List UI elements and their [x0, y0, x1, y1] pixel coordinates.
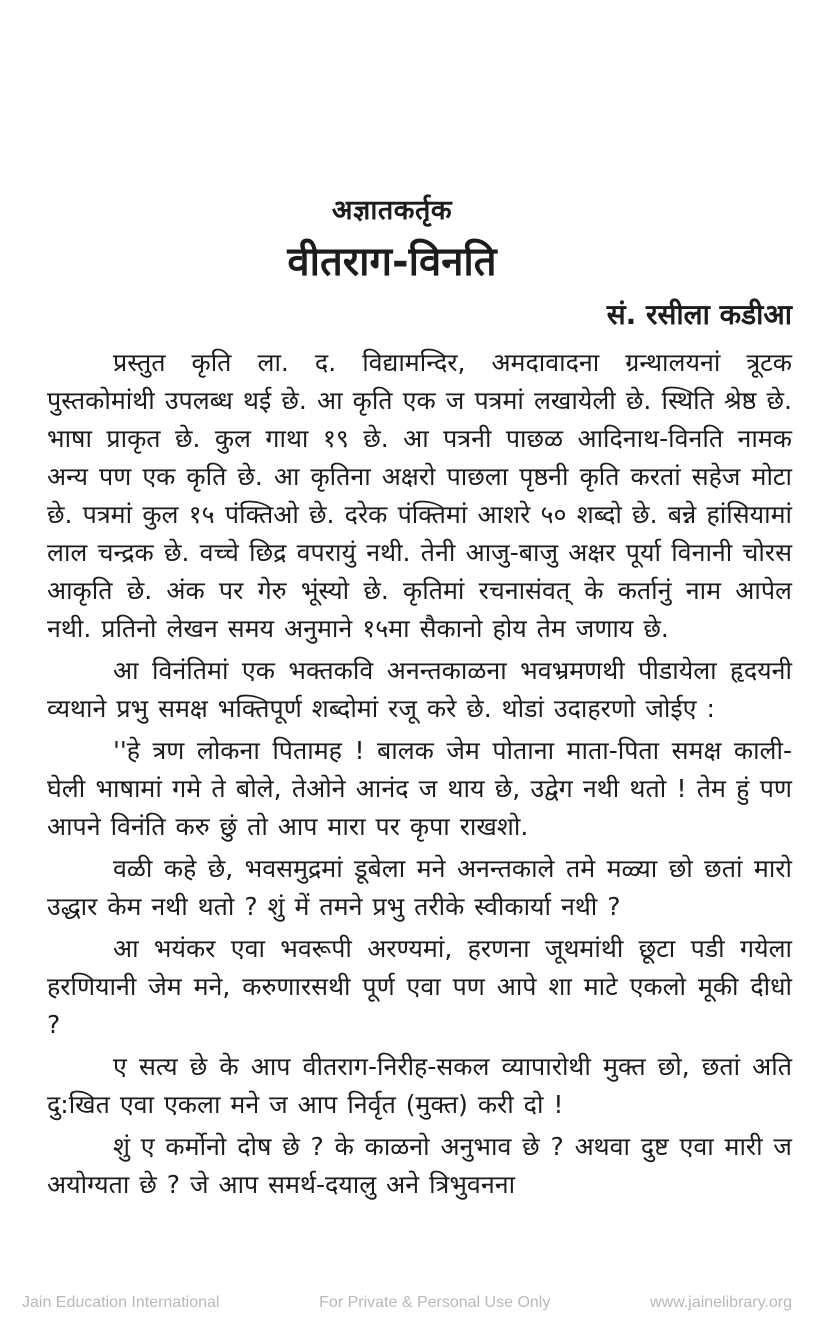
paragraph: ए सत्य छे के आप वीतराग-निरीह-सकल व्यापारोथी मुक्त छो, छतां अति दु:खित एवा एकला मने ज आप निर्वृत (मुक्त) करी दो ! [47, 1052, 792, 1119]
paragraph: ''हे त्रण लोकना पितामह ! बालक जेम पोताना माता-पिता समक्ष काली-घेली भाषामां गमे ते बोले, तेओने आनंद ज थाय छे, उद्वेग नथी थतो ! तेम हुं पण आपने विनंति करु छुं तो आप मारा पर कृपा राखशो. [47, 736, 792, 841]
byline: सं. रसीला कडीआ [606, 298, 792, 331]
footer-website-text: www.jainelibrary.org [650, 1294, 792, 1311]
genre-label: अज्ञातकर्तृक [331, 195, 453, 226]
paragraph: आ भयंकर एवा भवरूपी अरण्यमां, हरणना जूथमांथी छूटा पडी गयेला हरणियानी जेम मने, करुणारसथी पूर्ण एवा पण आपे शा माटे एकलो मूकी दीधो ? [47, 934, 792, 1039]
paragraph: आ विनंतिमां एक भक्तकवि अनन्तकाळना भवभ्रमणथी पीडायेला हृदयनी व्यथाने प्रभु समक्ष भक्तिपूर्ण शब्दोमां रजू करे छे. थोडां उदाहरणो जोईए : [47, 656, 792, 723]
page-footer [0, 1294, 828, 1312]
footer-usage-text: For Private & Personal Use Only [319, 1294, 551, 1311]
page-title: वीतराग-विनति [287, 239, 497, 285]
paragraph: वळी कहे छे, भवसमुद्रमां डूबेला मने अनन्तकाले तमे मळ्या छो छतां मारो उद्धार केम नथी थतो ? शुं में तमने प्रभु तरीके स्वीकार्या नथी ? [47, 854, 792, 921]
footer-publisher-text: Jain Education International [22, 1294, 220, 1311]
paragraph: शुं ए कर्मोनो दोष छे ? के काळनो अनुभाव छे ? अथवा दुष्ट एवा मारी ज अयोग्यता छे ? जे आप समर्थ-दयालु अने त्रिभुवनना [47, 1132, 792, 1199]
paragraph: प्रस्तुत कृति ला. द. विद्यामन्दिर, अमदावादना ग्रन्थालयनां त्रूटक पुस्तकोमांथी उपलब्ध थई छे. आ कृति एक ज पत्रमां लखायेली छे. स्थिति श्रेष्ठ छे. भाषा प्राकृत छे. कुल गाथा १९ छे. आ पत्रनी पाछळ आदिनाथ-विनति नामक अन्य पण एक कृति छे. आ कृतिना अक्षरो पाछला पृष्ठनी कृति करतां सहेज मोटा छे. पत्रमां कुल १५ पंक्तिओ छे. दरेक पंक्तिमां आशरे ५० शब्दो छे. बन्ने हांसियामां लाल चन्द्रक छे. वच्चे छिद्र वपरायुं नथी. तेनी आजु-बाजु अक्षर पूर्या विनानी चोरस आकृति छे. अंक पर गेरु भूंस्यो छे. कृतिमां रचनासंवत् के कर्तानुं नाम आपेल नथी. प्रतिनो लेखन समय अनुमाने १५मा सैकानो होय तेम जणाय छे. [47, 348, 792, 643]
body-text [47, 344, 792, 1204]
page-content [47, 0, 792, 1208]
